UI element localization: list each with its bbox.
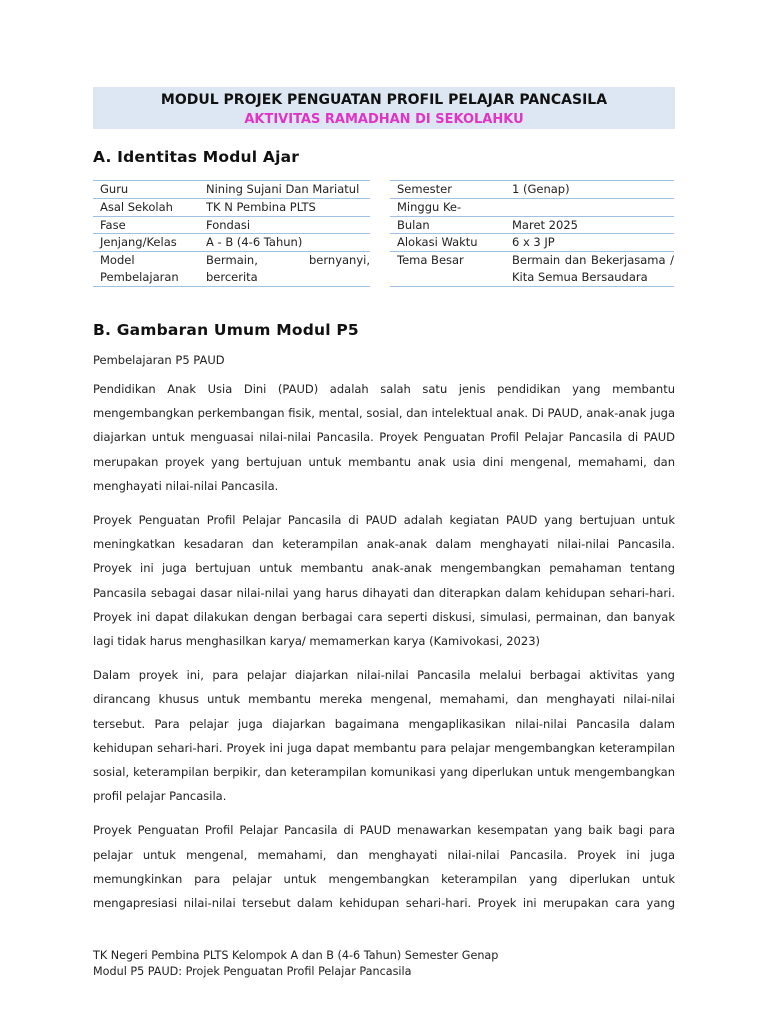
identity-value (505, 198, 674, 216)
title-banner (93, 87, 675, 129)
body-paragraph: Proyek Penguatan Profil Pelajar Pancasila di PAUD adalah kegiatan PAUD yang bertujuan untuk meningkatkan kesadaran dan keterampilan anak-anak dalam menghayati nilai-nilai Pancasila. Proyek ini juga bertujuan untuk membantu anak-anak mengembangkan pemahaman tentang Pancasila sebagai dasar nilai-nilai yang harus dihayati dan diterapkan dalam kehidupan sehari-hari. Proyek ini dapat dilakukan dengan berbagai cara seperti diskusi, simulasi, permainan, dan banyak lagi tidak harus menghasilkan karya/ memamerkan karya (Kamivokasi, 2023) (93, 513, 675, 649)
page-footer (93, 948, 498, 979)
body-paragraph: Dalam proyek ini, para pelajar diajarkan nilai-nilai Pancasila melalui berbagai aktivitas yang dirancang khusus untuk membantu mereka mengenal, memahami, dan menghayati nilai-nilai tersebut. Para pelajar juga diajarkan bagaimana mengaplikasikan nilai-nilai Pancasila dalam kehidupan sehari-hari. Proyek ini juga dapat membantu para pelajar mengembangkan keterampilan sosial, keterampilan berpikir, dan keterampilan komunikasi yang diperlukan untuk mengembangkan profil pelajar Pancasila. (93, 668, 675, 804)
identity-value: Maret 2025 (505, 216, 674, 234)
identity-label: Alokasi Waktu (390, 234, 505, 252)
identity-value: Nining Sujani Dan Mariatul (199, 181, 370, 199)
identity-value: 1 (Genap) (505, 181, 674, 199)
table-row (390, 234, 674, 252)
identity-label: Model Pembelajaran (93, 252, 199, 287)
identity-label: Bulan (390, 216, 505, 234)
table-row (93, 181, 370, 199)
identity-value: Bermain, bernyanyi, bercerita (199, 252, 370, 287)
footer-line: Modul P5 PAUD: Projek Penguatan Profil Pelajar Pancasila (93, 964, 412, 978)
body-paragraph: Proyek Penguatan Profil Pelajar Pancasila di PAUD menawarkan kesempatan yang baik bagi para pelajar untuk mengenal, memahami, dan menghayati nilai-nilai Pancasila. Proyek ini juga memungkinkan para pelajar untuk mengembangkan keterampilan yang diperlukan untuk mengapresiasi nilai-nilai tersebut dalam kehidupan sehari-hari. Proyek ini merupakan cara yang (93, 823, 675, 911)
identity-label: Tema Besar (390, 252, 505, 287)
table-row (93, 198, 370, 216)
identity-table-right (390, 180, 674, 287)
table-row (390, 181, 674, 199)
table-row (93, 234, 370, 252)
section-b-subtitle: Pembelajaran P5 PAUD (93, 353, 225, 367)
table-row (93, 216, 370, 234)
table-row (93, 252, 370, 287)
identity-label: Minggu Ke- (390, 198, 505, 216)
identity-value: Bermain dan Bekerjasama / Kita Semua Bersaudara (505, 252, 674, 287)
section-b-body (93, 377, 675, 925)
table-row (390, 216, 674, 234)
identity-label: Jenjang/Kelas (93, 234, 199, 252)
identity-value: Fondasi (199, 216, 370, 234)
document-subtitle: AKTIVITAS RAMADHAN DI SEKOLAHKU (244, 112, 524, 127)
identity-label: Fase (93, 216, 199, 234)
section-b-heading: B. Gambaran Umum Modul P5 (93, 321, 359, 339)
section-a-heading: A. Identitas Modul Ajar (93, 148, 300, 166)
identity-value: A - B (4-6 Tahun) (199, 234, 370, 252)
table-row (390, 252, 674, 287)
identity-table-left (93, 180, 370, 287)
footer-line: TK Negeri Pembina PLTS Kelompok A dan B (4-6 Tahun) Semester Genap (93, 949, 499, 962)
identity-value: TK N Pembina PLTS (199, 198, 370, 216)
identity-label: Semester (390, 181, 505, 199)
document-title: MODUL PROJEK PENGUATAN PROFIL PELAJAR PANCASILA (160, 92, 608, 108)
body-paragraph: Pendidikan Anak Usia Dini (PAUD) adalah salah satu jenis pendidikan yang membantu mengembangkan perkembangan fisik, mental, sosial, dan intelektual anak. Di PAUD, anak-anak juga diajarkan untuk menguasai nilai-nilai Pancasila. Proyek Penguatan Profil Pelajar Pancasila di PAUD merupakan proyek yang bertujuan untuk membantu anak usia dini mengenal, memahami, dan menghayati nilai-nilai Pancasila. (93, 382, 675, 493)
table-row (390, 198, 674, 216)
identity-label: Guru (93, 181, 199, 199)
identity-label: Asal Sekolah (93, 198, 199, 216)
identity-value: 6 x 3 JP (505, 234, 674, 252)
